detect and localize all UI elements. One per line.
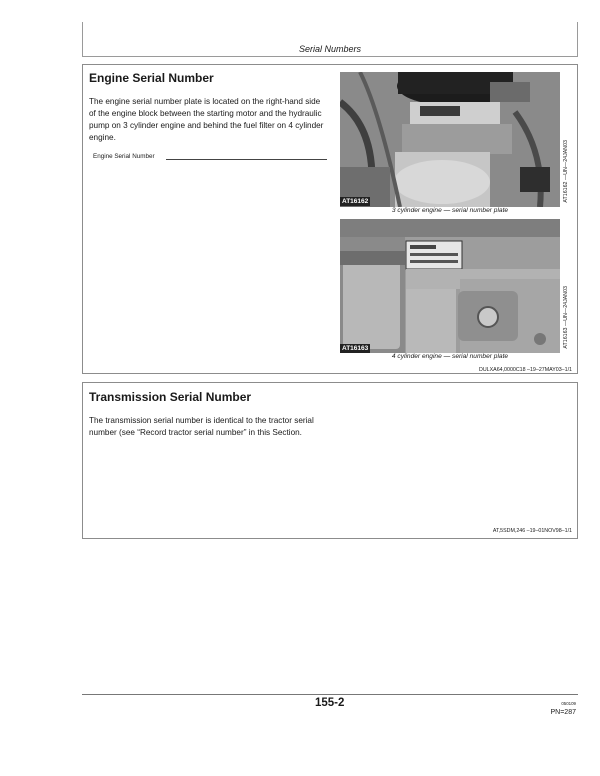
transmission-section-title: Transmission Serial Number — [89, 390, 252, 404]
engine-photo-4-cylinder-image — [340, 219, 560, 353]
engine-photo-4-cylinder — [340, 219, 560, 353]
footer-rule — [82, 694, 578, 695]
engine-photo-3-cylinder-image — [340, 72, 560, 207]
photo1-side-code: AT16162 —UN—24JAN03 — [563, 140, 569, 203]
engine-section-title: Engine Serial Number — [89, 71, 214, 85]
transmission-section-body: The transmission serial number is identical to the tractor serial number (see “Record tractor serial number” in this Section. — [89, 416, 314, 437]
engine-photo-3-cylinder — [340, 72, 560, 207]
engine-section-ref: DULXA64,0000C18 –19–27MAY03–1/1 — [479, 367, 572, 373]
photo2-side-code: AT16163 —UN—24JAN03 — [563, 286, 569, 349]
transmission-section-ref: AT,5SDM,246 –19–01NOV98–1/1 — [492, 528, 572, 534]
page-number: 155-2 — [315, 697, 345, 709]
photo2-tag: AT16163 — [342, 345, 369, 352]
engine-serial-field-line — [166, 159, 327, 160]
photo1-tag: AT16162 — [342, 198, 369, 205]
header-rule-bottom — [82, 56, 578, 57]
transmission-serial-section — [82, 382, 578, 539]
footer-pn: PN=287 — [550, 709, 576, 716]
page-header-title: Serial Numbers — [298, 44, 362, 54]
engine-section-body: The engine serial number plate is located on the right-hand side of the engine block between the starting motor and the hydraulic pump on 3 cylinder engine and behind the fuel filter on 4 cylinder engine. — [89, 97, 324, 142]
photo1-caption: 3 cylinder engine — serial number plate — [391, 207, 509, 214]
engine-serial-field-label: Engine Serial Number — [93, 153, 155, 160]
footer-tiny-code: 050109 — [561, 701, 576, 706]
photo2-caption: 4 cylinder engine — serial number plate — [391, 353, 509, 360]
